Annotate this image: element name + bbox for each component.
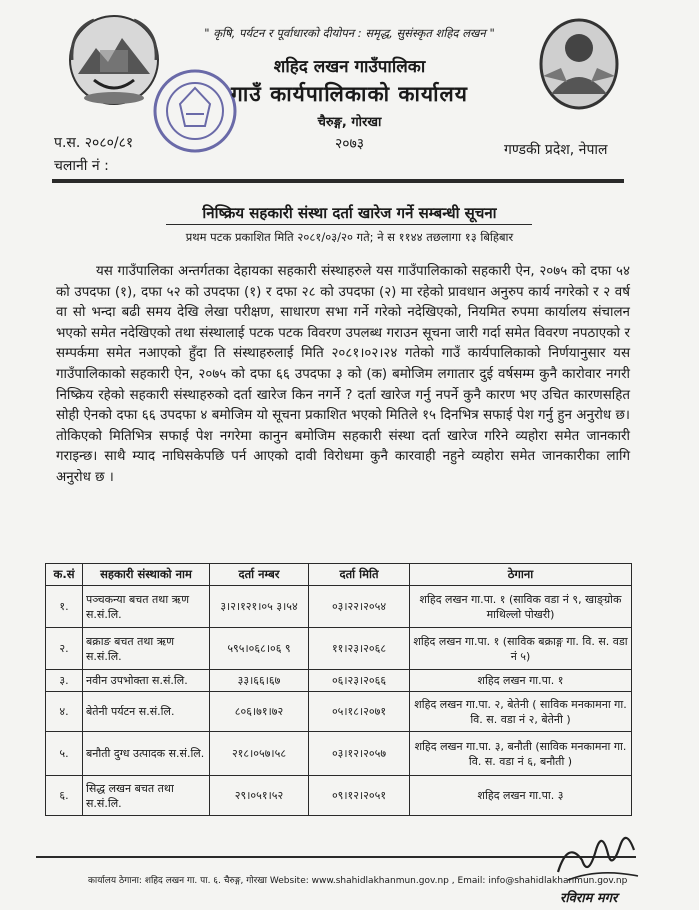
cell-address: शहिद लखन गा.पा. १ [410, 670, 632, 692]
notice-body [56, 262, 630, 489]
table-row [46, 776, 632, 816]
province-name: गण्डकी प्रदेश, नेपाल [504, 142, 608, 158]
signature-icon [548, 820, 648, 890]
cell-address: शहिद लखन गा.पा. २, बेतेनी ( साविक मनकामना गा. वि. स. वडा नं २, बेतेनी ) [410, 692, 632, 732]
notice-body-text: यस गाउँपालिका अन्तर्गतका देहायका सहकारी संस्थाहरुले यस गाउँपालिकाको सहकारी ऐन, २०७५ को दफा ५४ को उपदफा (१), दफा ५२ को उपदफा (१) र दफा २८ को उपदफा (२) मा रहेको प्रावधान अनुरुप कार्य नगरेको र २ वर्ष वा सो भन्दा बढी समय देखि लेखा परीक्षण, साधारण सभा गर्ने गरेको नदेखिएको, नियमित रुपमा कार्यालय संचालन भएको समेत नदेखिएको तथा संस्थालाई पटक पटक विवरण उपलब्ध गराउन सूचना जारी गर्दा समेत विवरण नपठाएको र सम्पर्कमा समेत नआएको हुँदा ति संस्थाहरुलाई मिति २०८१।०२।२४ गतेको गाउँ कार्यपालिकाको निर्णयानुसार यस गाउँपालिकाको सहकारी ऐन, २०७५ को दफा ६६ उपदफा ३ को (क) बमोजिम लगातार दुई वर्षसम्म कुनै कारोवार नगरी निष्क्रिय रहेको सहकारी संस्थाहरुको दर्ता खारेज किन नगर्ने ? दर्ता खारेज गर्नु नपर्ने कुनै कारण भए उचित कारणसहित सोही ऐनको दफा ६६ उपदफा ४ बमोजिम यो सूचना प्रकाशित भएको मितिले १५ दिनभित्र सफाई पेश गर्नु हुन अनुरोध छ।तोकिएको मितिभित्र सफाई पेश नगरेमा कानुन बमोजिम सहकारी संस्था दर्ता खारेज गरिने व्यहोरा समेत जानकारी गराइन्छ। साथै म्याद नाघिसकेपछि पर्न आएको दावी विरोधमा कुनै कारवाही नहुने व्यहोरा समेत जानकारीका लागि अनुरोध छ । [56, 264, 630, 485]
established-year: २०७३ [334, 136, 365, 152]
cell-reg-no: २९।०५१।५२ [210, 776, 309, 816]
col-header-address: ठेगाना [410, 564, 632, 586]
table-row [46, 586, 632, 628]
cell-reg-date: ०९।१२।२०५१ [309, 776, 410, 816]
title-underline [166, 224, 532, 225]
cell-reg-date: ०५।१८।२०७१ [309, 692, 410, 732]
slogan: " कृषि, पर्यटन र पूर्वाधारको दीयोपन : समृद्ध, सुसंस्कृत शहिद लखन " [204, 26, 495, 40]
cell-sn: ४. [46, 692, 83, 732]
cell-reg-date: ०३।२२।२०५४ [309, 586, 410, 628]
table-row [46, 692, 632, 732]
col-header-name: सहकारी संस्थाको नाम [83, 564, 210, 586]
table-row [46, 670, 632, 692]
table-row [46, 732, 632, 776]
col-header-sn: क.सं [46, 564, 83, 586]
office-name: गाउँ कार्यपालिकाको कार्यालय [231, 82, 468, 106]
cell-reg-date: ०३।१२।२०५७ [309, 732, 410, 776]
cell-sn: १. [46, 586, 83, 628]
cell-reg-no: ३।२।१२१।०५ ३।५४ [210, 586, 309, 628]
cell-reg-date: ११।२३।२०६८ [309, 628, 410, 670]
cell-reg-no: ८०६।७१।७२ [210, 692, 309, 732]
cell-name: बेतेनी पर्यटन स.सं.लि. [83, 692, 210, 732]
cell-name: बक्राङ बचत तथा ऋण स.सं.लि. [83, 628, 210, 670]
cell-name: सिद्ध लखन बचत तथा स.सं.लि. [83, 776, 210, 816]
dispatch-number: चलानी नं : [54, 158, 109, 174]
cell-sn: ३. [46, 670, 83, 692]
cell-address: शहिद लखन गा.पा. १ (साविक बक्राङ्ग गा. वि. स. वडा नं ५) [410, 628, 632, 670]
signatory-name: रविराम मगर [560, 891, 618, 906]
cooperatives-table [45, 563, 632, 816]
cell-address: शहिद लखन गा.पा. १ (साविक वडा नं ९, खाङ्ग्रोक माथिल्लो पोखरी) [410, 586, 632, 628]
cell-sn: २. [46, 628, 83, 670]
col-header-reg-date: दर्ता मिति [309, 564, 410, 586]
header-divider [52, 179, 624, 183]
cell-address: शहिद लखन गा.पा. ३ [410, 776, 632, 816]
footer-divider [36, 856, 636, 858]
publication-info: प्रथम पटक प्रकाशित मिति २०८१/०३/२० गते; ने स ११४४ तछलागा १३ बिहिबार [185, 230, 514, 244]
cell-name: नवीन उपभोक्ता स.सं.लि. [83, 670, 210, 692]
office-location: चैरुङ्ग, गोरखा [317, 115, 382, 130]
table-row [46, 628, 632, 670]
org-name: शहिद लखन गाउँपालिका [273, 57, 426, 77]
col-header-reg-no: दर्ता नम्बर [210, 564, 309, 586]
cell-sn: ५. [46, 732, 83, 776]
cell-name: पञ्चकन्या बचत तथा ऋण स.सं.लि. [83, 586, 210, 628]
cell-reg-no: ३३।६६।६७ [210, 670, 309, 692]
cell-reg-no: २१८।०५७।५८ [210, 732, 309, 776]
cell-name: बनौती दुग्ध उत्पादक स.सं.लि. [83, 732, 210, 776]
table-header-row [46, 564, 632, 586]
cell-reg-date: ०६।२३।२०६६ [309, 670, 410, 692]
reference-number: प.स. २०८०/८१ [54, 135, 134, 151]
notice-title: निष्क्रिय सहकारी संस्था दर्ता खारेज गर्ने सम्बन्धी सूचना [202, 204, 497, 222]
cell-sn: ६. [46, 776, 83, 816]
cell-address: शहिद लखन गा.पा. ३, बनौती (साविक मनकामना गा. वि. स. वडा नं ६, बनौती ) [410, 732, 632, 776]
cell-reg-no: ५९५।०६८।०६ ९ [210, 628, 309, 670]
office-address-footer: कार्यालय ठेगाना: शहिद लखन गा. पा. ६. चैरुङ्ग, गोरखा Website: www.shahidlakhanmun.gov.np , Email: info@shahidlakhanmun.gov.np [88, 876, 628, 886]
